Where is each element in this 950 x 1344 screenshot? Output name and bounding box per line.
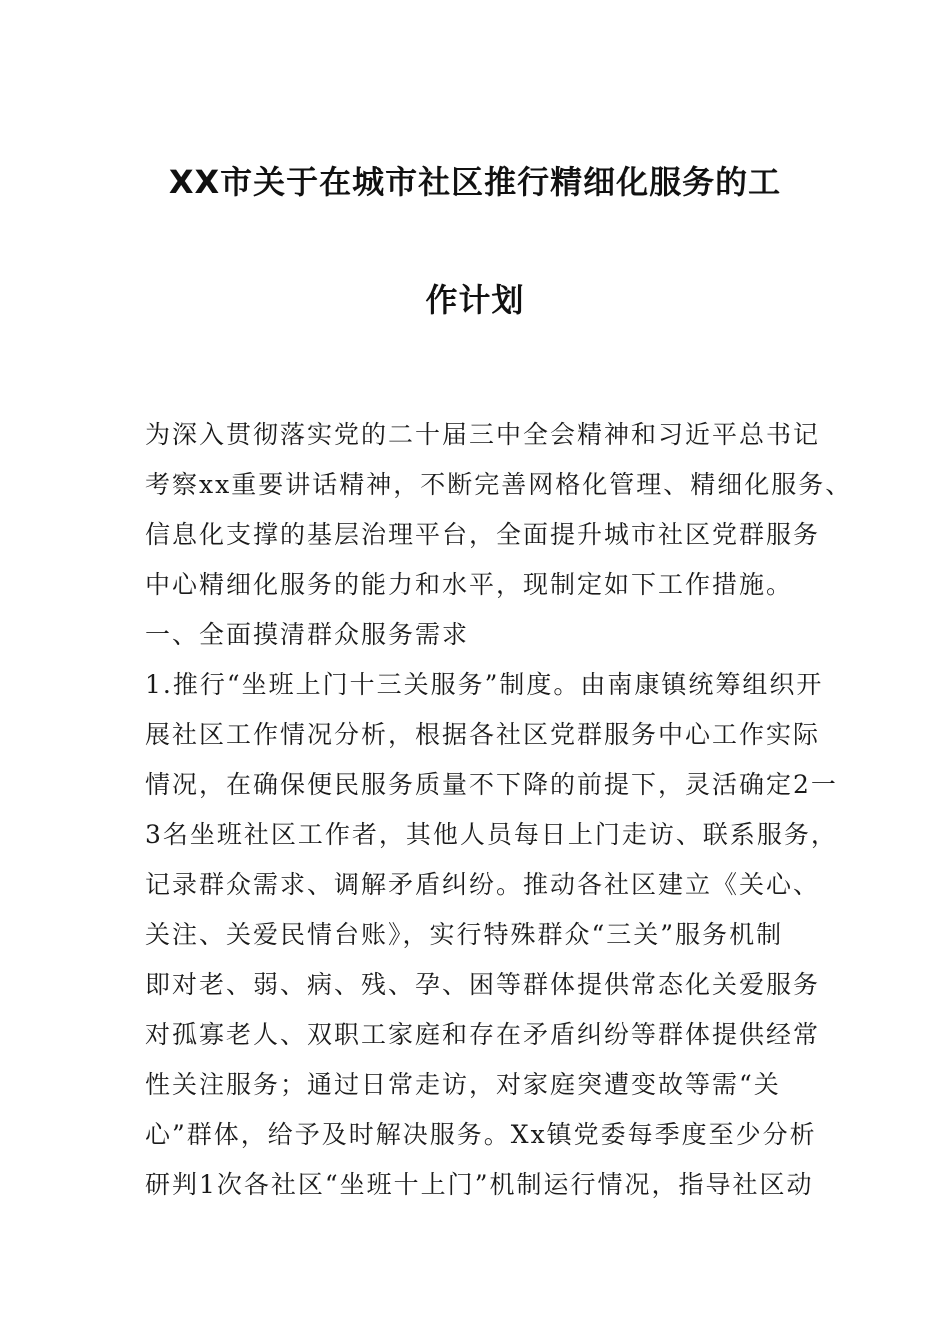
body-line: 对孤寡老人、双职工家庭和存在矛盾纠纷等群体提供经常: [145, 1020, 821, 1049]
body-line: 情况，在确保便民服务质量不下降的前提下，灵活确定2一: [145, 770, 838, 799]
section-heading: 一、全面摸清群众服务需求: [145, 620, 470, 649]
body-line: 心”群体，给予及时解决服务。Xx镇党委每季度至少分析: [145, 1120, 817, 1149]
document-body: [145, 410, 853, 1210]
body-line: 中心精细化服务的能力和水平，现制定如下工作措施。: [145, 570, 794, 599]
body-line: 展社区工作情况分析，根据各社区党群服务中心工作实际: [145, 720, 821, 749]
body-line: 1.推行“坐班上门十三关服务”制度。由南康镇统筹组织开: [145, 670, 824, 699]
document-title-line-2: 作计划: [425, 281, 525, 319]
body-line: 即对老、弱、病、残、孕、困等群体提供常态化关爱服务: [145, 970, 821, 999]
body-line: 关注、关爱民情台账》，实行特殊群众“三关”服务机制: [145, 920, 784, 949]
body-line: 为深入贯彻落实党的二十届三中全会精神和习近平总书记: [145, 420, 821, 449]
body-line: 性关注服务；通过日常走访，对家庭突遭变故等需“关: [145, 1070, 781, 1099]
document-title-line-1: XX市关于在城市社区推行精细化服务的工: [168, 163, 782, 201]
body-line: 3名坐班社区工作者，其他人员每日上门走访、联系服务，: [145, 820, 838, 849]
body-line: 信息化支撑的基层治理平台，全面提升城市社区党群服务: [145, 520, 821, 549]
body-line: 考察xx重要讲话精神，不断完善网格化管理、精细化服务、: [145, 470, 853, 499]
body-line: 研判1次各社区“坐班十上门”机制运行情况，指导社区动: [145, 1170, 814, 1199]
body-line: 记录群众需求、调解矛盾纠纷。推动各社区建立《关心、: [145, 870, 821, 899]
